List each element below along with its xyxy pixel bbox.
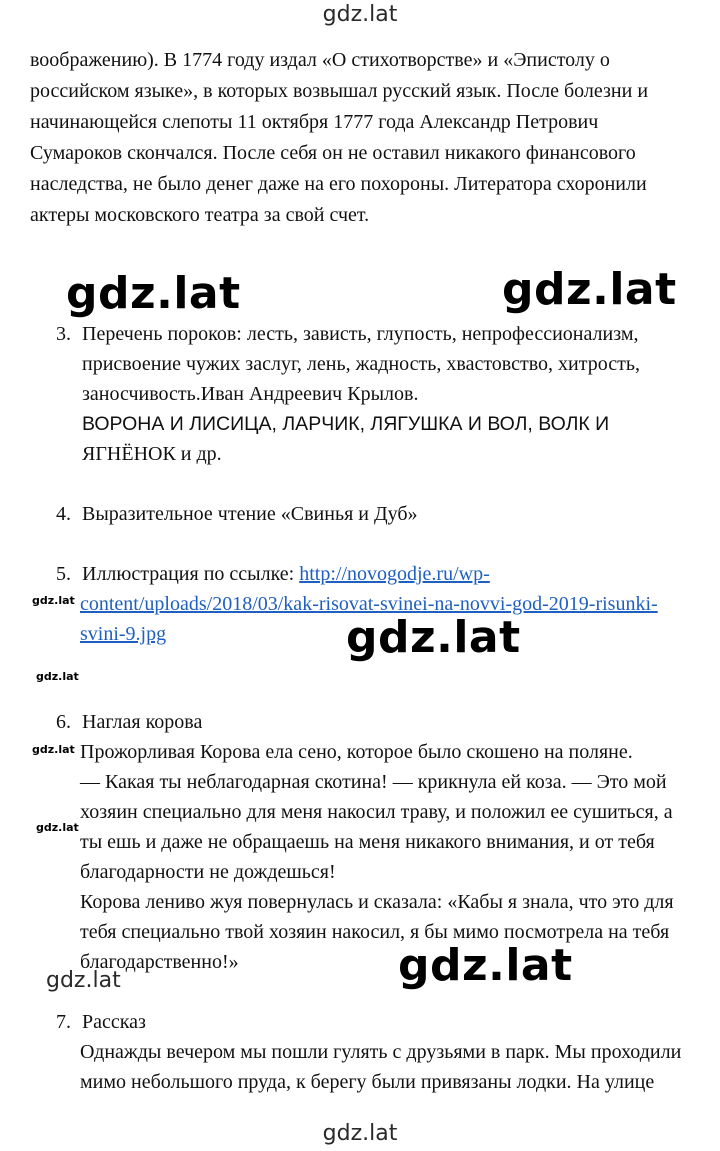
illustration-link-part-3[interactable]: svini-9.jpg [80,623,167,645]
watermark-large-lower: gdz.lat [398,940,573,991]
item-5-prefix: Иллюстрация по ссылке: [82,563,300,585]
watermark-top: gdz.lat [322,2,398,27]
item-4-text: Выразительное чтение «Свинья и Дуб» [82,503,418,525]
item-6-line-4: ты ешь и даже не обращаешь на меня никакого внимания, и от тебя [80,831,655,853]
intro-line-5: наследства, не было денег даже на его похороны. Литератора схоронили [30,173,647,195]
item-5-number: 5. [56,563,71,585]
item-3-fables-line-2: ЯГНЁНОК и др. [82,443,222,465]
item-6-line-6: Корова лениво жуя повернулась и сказала: «Кабы я знала, что это для [80,891,674,913]
item-3-line-2: присвоение чужих заслуг, лень, жадность, хвастовство, хитрость, [82,353,640,375]
intro-line-6: актеры московского театра за свой счет. [30,204,370,226]
watermark-large-right: gdz.lat [502,264,677,315]
watermark-tiny-3: gdz.lat [32,743,75,756]
intro-line-2: российском языке», в которых возвышал русский язык. После болезни и [30,80,649,102]
item-5-line-3 [80,622,166,646]
illustration-link-part-2[interactable]: content/uploads/2018/03/kak-risovat-svinei-na-novvi-god-2019-risunki- [80,593,658,615]
item-3-line-3: заносчивость.Иван Андреевич Крылов. [82,383,419,405]
item-6-line-1: Прожорливая Корова ела сено, которое было скошено на поляне. [80,741,633,763]
item-6-line-8: благодарственно!» [80,951,239,973]
item-3-number: 3. [56,323,71,345]
intro-line-3: начинающейся слепоты 11 октября 1777 года Александр Петрович [30,111,599,133]
watermark-tiny-2: gdz.lat [36,670,79,683]
item-7-number: 7. [56,1011,71,1033]
item-3-line-1: Перечень пороков: лесть, зависть, глупость, непрофессионализм, [82,323,639,345]
watermark-tiny-4: gdz.lat [36,821,79,834]
watermark-large-center: gdz.lat [346,612,521,663]
item-6-line-3: хозяин специально для меня накосил траву, и положил ее сушиться, а [80,801,673,823]
intro-line-1: воображению). В 1774 году издал «О стихотворстве» и «Эпистолу о [30,49,610,71]
item-3-fables-line-1: ВОРОНА И ЛИСИЦА, ЛАРЧИК, ЛЯГУШКА И ВОЛ, ВОЛК И [82,413,610,435]
item-6-line-7: тебя специально твой хозяин накосил, я бы мимо посмотрела на тебя [80,921,670,943]
item-6-line-5: благодарности не дождешься! [80,861,336,883]
watermark-large-left: gdz.lat [66,268,241,319]
item-6-title: Наглая корова [82,711,203,733]
illustration-link-part-1[interactable]: http://novogodje.ru/wp- [299,563,490,585]
item-6-line-2: — Какая ты неблагодарная скотина! — крикнула ей коза. — Это мой [80,771,667,793]
item-7-line-2: мимо небольшого пруда, к берегу были привязаны лодки. На улице [80,1071,655,1093]
item-7-title: Рассказ [82,1011,146,1033]
item-4-number: 4. [56,503,71,525]
item-7-line-1: Однажды вечером мы пошли гулять с друзьями в парк. Мы проходили [80,1041,682,1063]
item-6-number: 6. [56,711,71,733]
watermark-mid-left: gdz.lat [46,968,121,993]
watermark-tiny-1: gdz.lat [32,594,75,607]
item-5-line-1 [82,562,490,586]
watermark-bottom: gdz.lat [322,1121,398,1146]
intro-line-4: Сумароков скончался. После себя он не оставил никакого финансового [30,142,636,164]
